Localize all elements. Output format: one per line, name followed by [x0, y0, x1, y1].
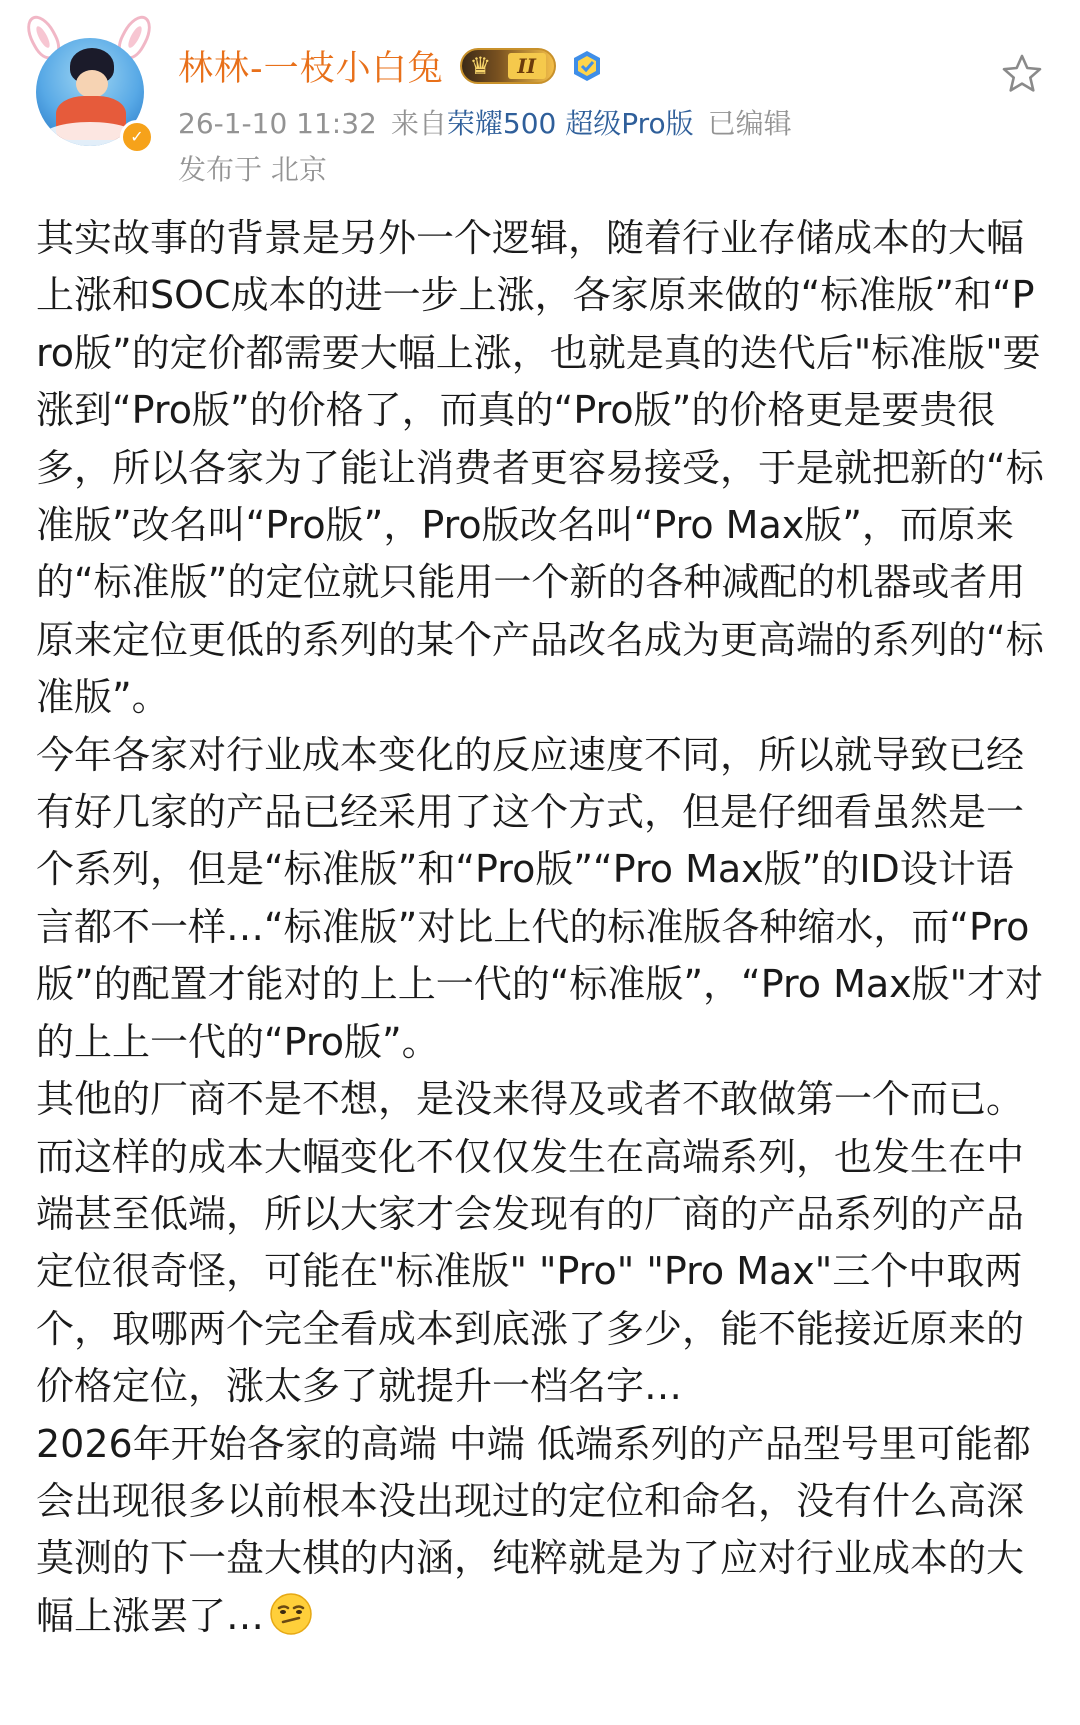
post-meta [178, 102, 792, 142]
username[interactable]: 林林-一枝小白兔 [178, 49, 444, 89]
post-header [0, 0, 1080, 190]
post-location: 发布于 北京 [178, 153, 327, 186]
avatar[interactable] [26, 14, 154, 146]
favorite-button[interactable] [1000, 52, 1044, 96]
post-timestamp: 26-1-10 11:32 [178, 107, 377, 140]
post-paragraph-text: 2026年开始各家的高端 中端 低端系列的产品型号里可能都会出现很多以前根本没出现过的定位和命名，没有什么高深莫测的下一盘大棋的内涵，纯粹就是为了应对行业成本的大幅上涨罢了… [36, 1421, 1031, 1638]
source-prefix: 来自 [390, 107, 447, 140]
author-name-row [178, 40, 604, 92]
source-device-link[interactable]: 荣耀500 超级Pro版 [446, 107, 694, 140]
edited-label[interactable]: 已编辑 [707, 107, 792, 140]
star-outline-icon [1000, 52, 1044, 96]
fan-badge-icon[interactable] [570, 49, 604, 83]
post-paragraph: 今年各家对行业成本变化的反应速度不同，所以就导致已经有好几家的产品已经采用了这个方式，但是仔细看虽然是一个系列，但是“标准版”和“Pro版”“Pro Max版”的ID设计语言都不一样…“标准版”对比上代的标准版各种缩水，而“Pro版”的配置才能对的上上一代的“标准版”，“Pro Max版"才对的上上一代的“Pro版”。 [36, 732, 1044, 1064]
post-paragraph: 而这样的成本大幅变化不仅仅发生在高端系列，也发生在中端甚至低端，所以大家才会发现有的厂商的产品系列的产品定位很奇怪，可能在"标准版" "Pro" "Pro Max"三个中取两个，取哪两个完全看成本到底涨了多少，能不能接近原来的价格定位，涨太多了就提升一档名字… [36, 1134, 1025, 1409]
crown-icon: ♛ [469, 52, 492, 80]
level-badge[interactable] [460, 48, 556, 84]
level-label: II [508, 53, 546, 79]
post-paragraph: 其实故事的背景是另外一个逻辑，随着行业存储成本的大幅上涨和SOC成本的进一步上涨，各家原来做的“标准版”和“Pro版”的定价都需要大幅上涨，也就是真的迭代后"标准版"要涨到“Pro版”的价格了，而真的“Pro版”的价格更是要贵很多，所以各家为了能让消费者更容易接受，于是就把新的“标准版”改名叫“Pro版”，Pro版改名叫“Pro Max版”，而原来的“标准版”的定位就只能用一个新的各种减配的机器或者用原来定位更低的系列的某个产品改名成为更高端的系列的“标准版”。 [36, 216, 1044, 720]
verified-v-icon: ✓ [120, 120, 154, 154]
smirk-face-emoji-icon [268, 1591, 314, 1637]
post-paragraph: 其他的厂商不是不想，是没来得及或者不敢做第一个而已。 [36, 1077, 1025, 1122]
post-paragraph-last [36, 1416, 1046, 1646]
post-body [36, 210, 1046, 1645]
